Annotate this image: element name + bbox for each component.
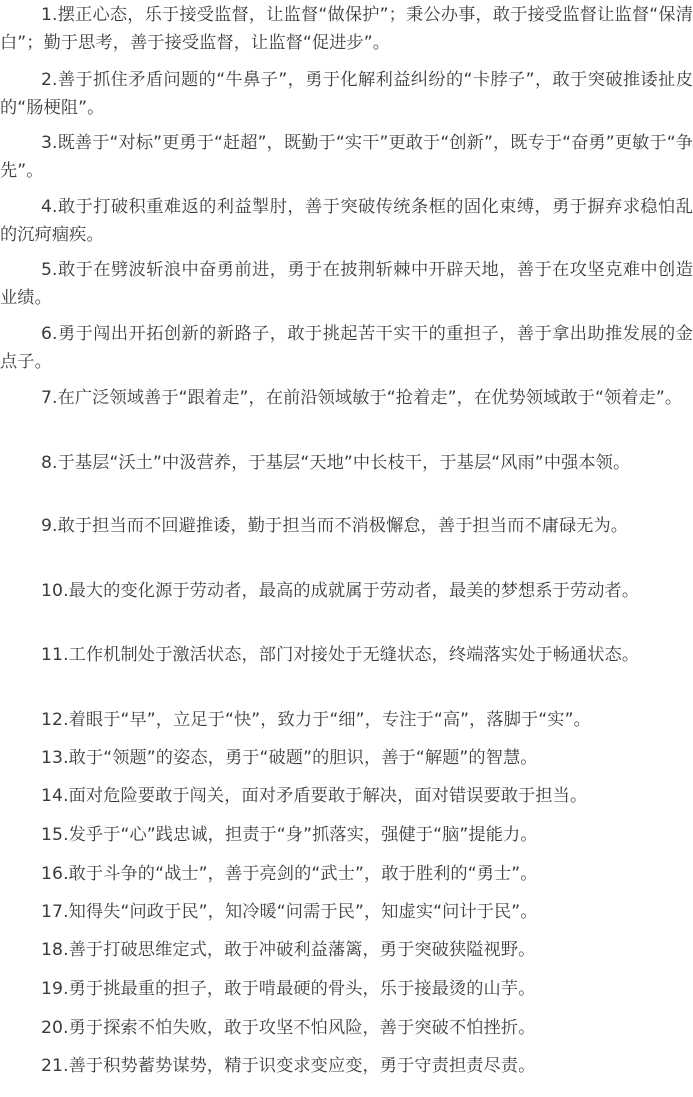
paragraph-item-11: 11.工作机制处于激活状态，部门对接处于无缝状态，终端落实处于畅通状态。	[41, 645, 640, 665]
paragraph-item-7: 7.在广泛领域善于“跟着走”，在前沿领域敏于“抢着走”，在优势领域敢于“领着走”。	[41, 388, 683, 408]
paragraph-item-12: 12.着眼于“早”，立足于“快”，致力于“细”，专注于“高”，落脚于“实”。	[41, 710, 591, 730]
paragraph-item-14: 14.面对危险要敢于闯关，面对矛盾要敢于解决，面对错误要敢于担当。	[41, 786, 588, 806]
paragraph-item-19: 19.勇于挑最重的担子，敢于啃最硬的骨头，乐于接最烫的山芋。	[41, 979, 536, 999]
paragraph-item-9: 9.敢于担当而不回避推诿，勤于担当而不消极懈怠，善于担当而不庸碌无为。	[41, 516, 629, 536]
paragraph-item-21: 21.善于积势蓄势谋势，精于识变求变应变，勇于守责担责尽责。	[41, 1056, 536, 1076]
paragraph-item-2: 2.善于抓住矛盾问题的“牛鼻子”，勇于化解利益纠纷的“卡脖子”，敢于突破推诿扯皮的“肠梗阻”。	[0, 70, 693, 118]
paragraph-item-20: 20.勇于探索不怕失败，敢于攻坚不怕风险，善于突破不怕挫折。	[41, 1018, 536, 1038]
paragraph-item-10: 10.最大的变化源于劳动者，最高的成就属于劳动者，最美的梦想系于劳动者。	[41, 581, 640, 601]
paragraph-item-3: 3.既善于“对标”更勇于“赶超”，既勤于“实干”更敢于“创新”，既专于“奋勇”更敏于“争先”。	[0, 133, 693, 181]
paragraph-item-4: 4.敢于打破积重难返的利益掣肘，善于突破传统条框的固化束缚，勇于摒弃求稳怕乱的沉疴痼疾。	[0, 197, 693, 245]
paragraph-item-1: 1.摆正心态，乐于接受监督，让监督“做保护”；秉公办事，敢于接受监督让监督“保清白”；勤于思考，善于接受监督，让监督“促进步”。	[0, 5, 693, 53]
paragraph-item-17: 17.知得失“问政于民”，知冷暖“问需于民”，知虚实“问计于民”。	[41, 902, 538, 922]
paragraph-item-16: 16.敢于斗争的“战士”，善于亮剑的“武士”，敢于胜利的“勇士”。	[41, 864, 538, 884]
paragraph-item-13: 13.敢于“领题”的姿态，勇于“破题”的胆识，善于“解题”的智慧。	[41, 748, 538, 768]
paragraph-item-8: 8.于基层“沃土”中汲营养，于基层“天地”中长枝干，于基层“风雨”中强本领。	[41, 453, 631, 473]
paragraph-item-6: 6.勇于闯出开拓创新的新路子，敢于挑起苦干实干的重担子，善于拿出助推发展的金点子。	[0, 324, 693, 372]
paragraph-item-18: 18.善于打破思维定式，敢于冲破利益藩篱，勇于突破狭隘视野。	[41, 940, 536, 960]
paragraph-item-15: 15.发乎于“心”践忠诚，担责于“身”抓落实，强健于“脑”提能力。	[41, 825, 538, 845]
paragraph-item-5: 5.敢于在劈波斩浪中奋勇前进，勇于在披荆斩棘中开辟天地，善于在攻坚克难中创造业绩。	[0, 260, 693, 308]
